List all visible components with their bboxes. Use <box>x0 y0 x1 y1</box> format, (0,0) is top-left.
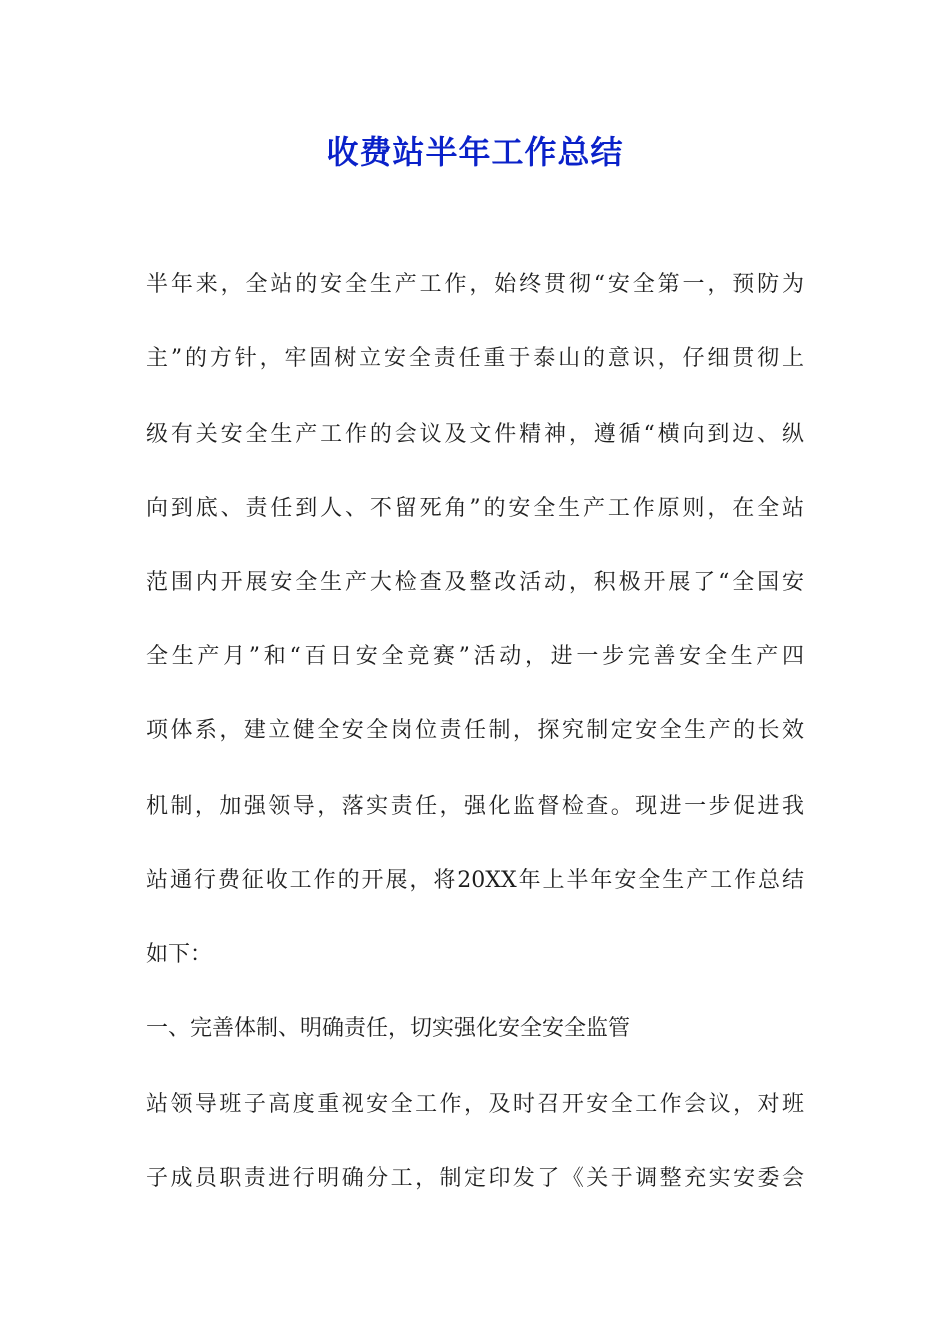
paragraph-line: 站领导班子高度重视安全工作，及时召开安全工作会议，对班 <box>146 1092 804 1117</box>
paragraph-line: 主”的方针，牢固树立安全责任重于泰山的意识，仔细贯彻上 <box>146 346 804 371</box>
paragraph-line: 向到底、责任到人、不留死角”的安全生产工作原则，在全站 <box>146 496 804 521</box>
paragraph-line: 范围内开展安全生产大检查及整改活动，积极开展了“全国安 <box>146 570 804 595</box>
paragraph-line: 项体系，建立健全安全岗位责任制，探究制定安全生产的长效 <box>146 718 804 743</box>
section-heading: 一、完善体制、明确责任，切实强化安全安全监管 <box>146 1016 631 1041</box>
paragraph-line: 机制，加强领导，落实责任，强化监督检查。现进一步促进我 <box>146 794 804 819</box>
paragraph-line: 全生产月”和“百日安全竞赛”活动，进一步完善安全生产四 <box>146 644 804 669</box>
paragraph-line: 子成员职责进行明确分工，制定印发了《关于调整充实安委会 <box>146 1166 804 1191</box>
paragraph-line: 站通行费征收工作的开展，将20XX年上半年安全生产工作总结 <box>146 868 804 893</box>
document-title: 收费站半年工作总结 <box>326 133 624 171</box>
paragraph-line: 级有关安全生产工作的会议及文件精神，遵循“横向到边、纵 <box>146 422 804 447</box>
paragraph-line: 如下： <box>146 942 213 967</box>
paragraph-line: 半年来，全站的安全生产工作，始终贯彻“安全第一，预防为 <box>146 272 804 297</box>
